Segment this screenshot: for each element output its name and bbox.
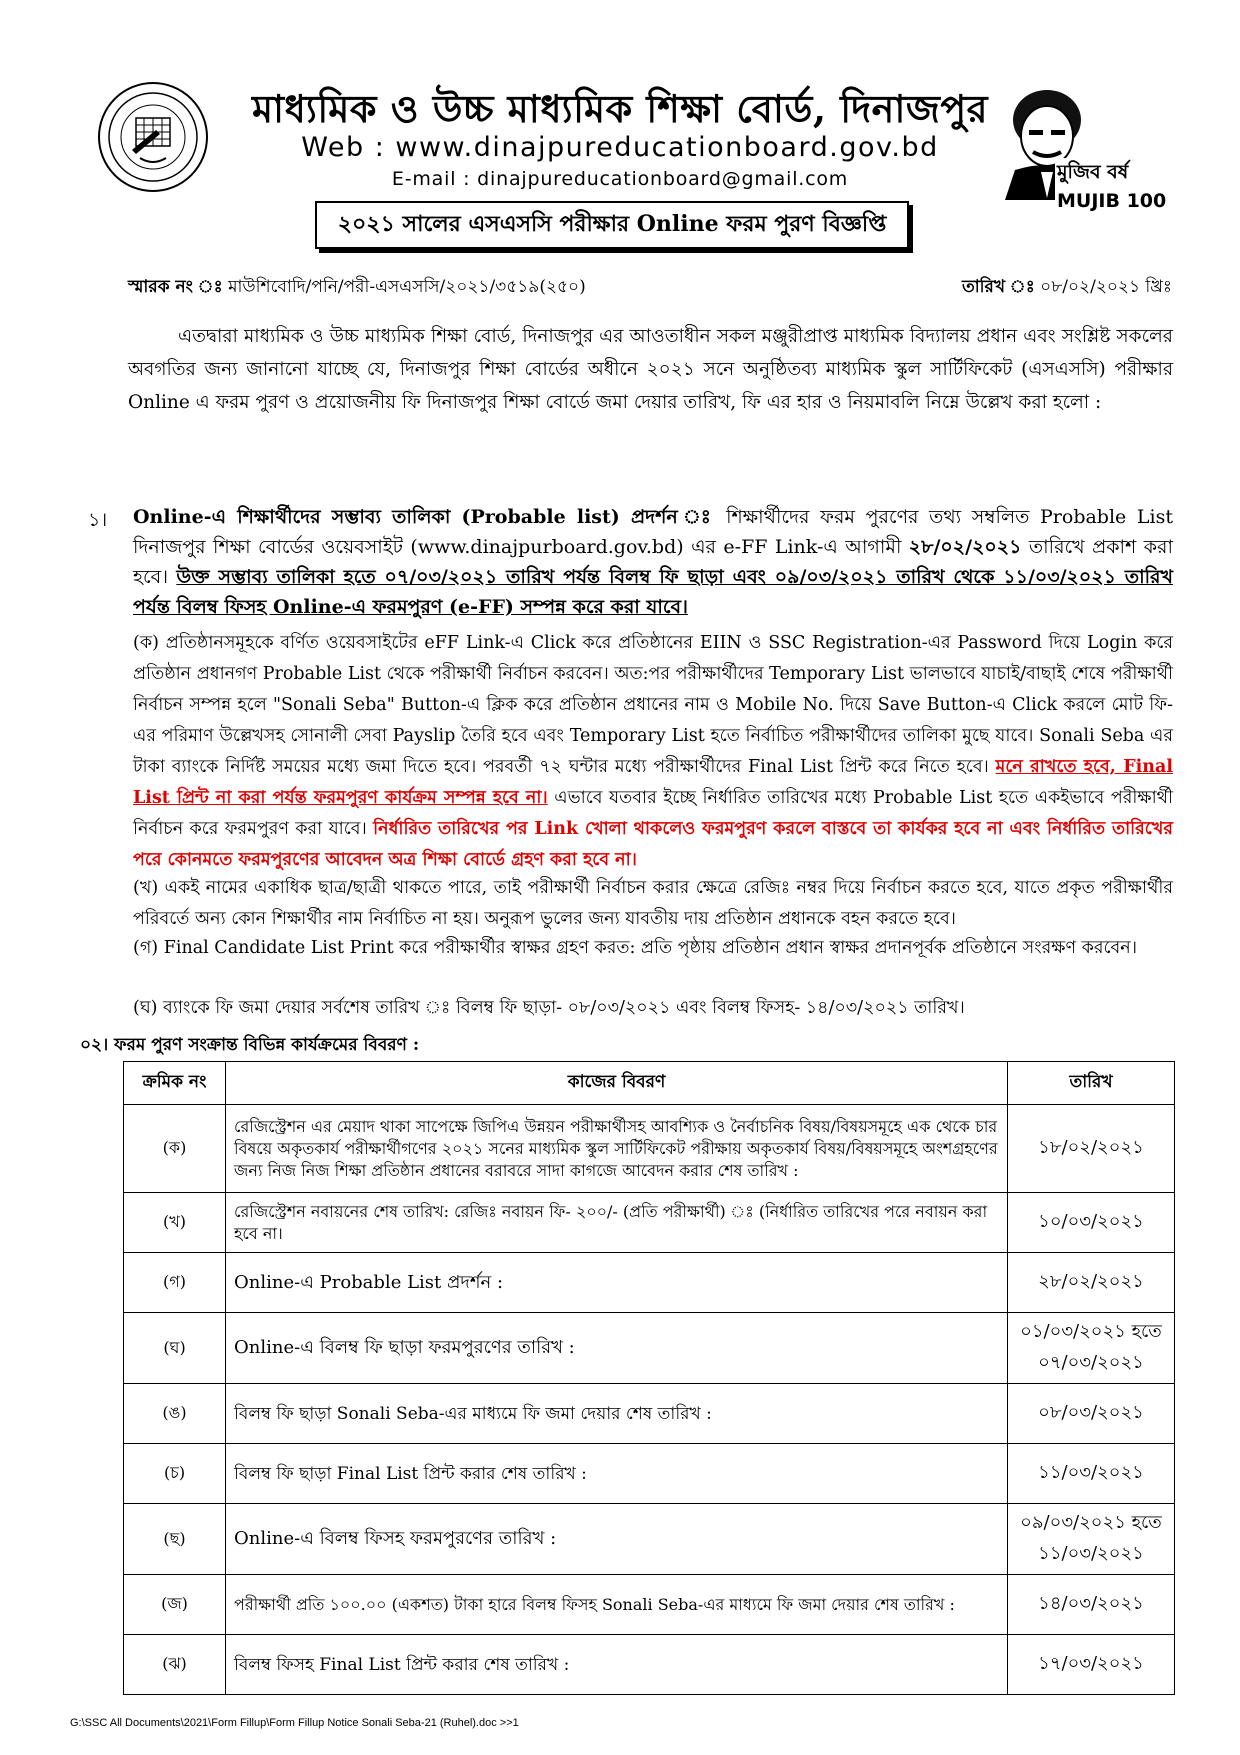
mujib-borsho-logo	[985, 80, 1175, 212]
item-1-text1: শিক্ষার্থীদের ফরম পুরণের তথ্য সম্বলিত Probable List দিনাজপুর শিক্ষা বোর্ডের ওয়েবসাইট (www.dinajpurboard.gov.bd) এর e-FF Link-এ আগামী	[133, 506, 1173, 558]
item-1-deadline: উক্ত সম্ভাব্য তালিকা হতে ০৭/০৩/২০২১ তারিখ পর্যন্ত বিলম্ব ফি ছাড়া এবং ০৯/০৩/২০২১ তারিখ থেকে ১১/০৩/২০২১ তারিখ পর্যন্ত বিলম্ব ফিসহ Online-এ ফরমপুরণ (e-FF) সম্পন্ন করে করা যাবে।	[133, 566, 1173, 618]
sub-ka-label: (ক)	[133, 633, 159, 653]
sub-kha-label: (খ)	[133, 878, 159, 898]
board-title: মাধ্যমিক ও উচ্চ মাধ্যমিক শিক্ষা বোর্ড, দিনাজপুর	[251, 86, 989, 131]
row-description: Online-এ বিলম্ব ফি ছাড়া ফরমপুরণের তারিখ :	[226, 1313, 1008, 1384]
row-date: ১৪/০৩/২০২১	[1008, 1575, 1175, 1635]
board-email: E-mail : dinajpureducationboard@gmail.com	[391, 168, 849, 190]
intro-paragraph: এতদ্বারা মাধ্যমিক ও উচ্চ মাধ্যমিক শিক্ষা বোর্ড, দিনাজপুর এর আওতাধীন সকল মঞ্জুরীপ্রাপ্ত মাধ্যমিক বিদ্যালয় প্রধান এবং সংশ্লিষ্ট সকলের অবগতির জন্য জানানো যাচ্ছে যে, দিনাজপুর শিক্ষা বোর্ডের অধীনে ২০২১ সনে অনুষ্ঠিতব্য মাধ্যমিক স্কুল সার্টিফিকেট (এসএসসি) পরীক্ষার Online এ ফরম পুরণ ও প্রয়োজনীয় ফি দিনাজপুর শিক্ষা বোর্ডে জমা দেয়ার তারিখ, ফি এর হার ও নিয়মাবলি নিম্নে উল্লেখ করা হলো :	[128, 326, 1173, 413]
notice-title	[315, 201, 909, 249]
row-description: পরীক্ষার্থী প্রতি ১০০.০০ (একশত) টাকা হারে বিলম্ব ফিসহ Sonali Seba-এর মাধ্যমে ফি জমা দেয়ার শেষ তারিখ :	[226, 1575, 1008, 1635]
ref-label: স্মারক নং ঃ	[128, 277, 223, 297]
row-serial: (ছ)	[124, 1504, 226, 1575]
col-header-serial: ক্রমিক নং	[124, 1062, 226, 1105]
sub-gha-label: (ঘ)	[133, 998, 158, 1018]
row-description: রেজিস্ট্রেশন নবায়নের শেষ তারিখ: রেজিঃ নবায়ন ফি- ২০০/- (প্রতি পরীক্ষার্থী) ঃ (নির্ধারিত তারিখের পরে নবায়ন করা হবে না।	[226, 1193, 1008, 1253]
row-serial: (ঙ)	[124, 1384, 226, 1444]
row-date: ১১/০৩/২০২১	[1008, 1444, 1175, 1504]
table-header-row	[124, 1062, 1175, 1105]
row-description: Online-এ Probable List প্রদর্শন :	[226, 1253, 1008, 1313]
row-date: ০৮/০৩/২০২১	[1008, 1384, 1175, 1444]
sub-item-gha	[133, 993, 1173, 1024]
row-date: ১৮/০২/২০২১	[1008, 1105, 1175, 1193]
sub-ga-text: Final Candidate List Print করে পরীক্ষার্থীর স্বাক্ষর গ্রহণ করত: প্রতি পৃষ্ঠায় প্রতিষ্ঠান প্রধান স্বাক্ষর প্রদানপূর্বক প্রতিষ্ঠানে সংরক্ষণ করবেন।	[163, 938, 1137, 958]
memo-reference	[128, 274, 586, 302]
row-description: Online-এ বিলম্ব ফিসহ ফরমপুরণের তারিখ :	[226, 1504, 1008, 1575]
row-date: ০৯/০৩/২০২১ হতে ১১/০৩/২০২১	[1008, 1504, 1175, 1575]
row-date: ১৭/০৩/২০২১	[1008, 1635, 1175, 1695]
table-row	[124, 1313, 1175, 1384]
table-row	[124, 1193, 1175, 1253]
sub-ga-label: (গ)	[133, 938, 159, 958]
item-1-number: ১।	[88, 509, 108, 531]
table-row	[124, 1253, 1175, 1313]
notice-title-text: ২০২১ সালের এসএসসি পরীক্ষার Online ফরম পুরণ বিজ্ঞপ্তি	[337, 210, 887, 237]
sub-item-ka	[133, 628, 1173, 876]
sub-item-ga	[133, 933, 1173, 964]
sub-ka-text2: এভাবে যতবার ইচ্ছে নির্ধারিত তারিখের মধ্যে Probable List হতে একইভাবে পরীক্ষার্থী নির্বাচন করে ফরমপুরণ করা যাবে।	[133, 788, 1173, 839]
schedule-table	[123, 1061, 1175, 1695]
board-website: Web : www.dinajpureducationboard.gov.bd	[301, 132, 939, 163]
row-date: ২৮/০২/২০২১	[1008, 1253, 1175, 1313]
row-description: বিলম্ব ফি ছাড়া Sonali Seba-এর মাধ্যমে ফি জমা দেয়ার শেষ তারিখ :	[226, 1384, 1008, 1444]
sub-ka-deadline-warning: নির্ধারিত তারিখের পর Link খোলা থাকলেও ফরমপুরণ করলে বাস্তবে তা কার্যকর হবে না এবং নির্ধারিত তারিখের পরে কোনমতে ফরমপুরণের আবেদন অত্র শিক্ষা বোর্ডে গ্রহণ করা হবে না।	[133, 819, 1173, 870]
row-date: ১০/০৩/২০২১	[1008, 1193, 1175, 1253]
table-row	[124, 1504, 1175, 1575]
row-serial: (চ)	[124, 1444, 226, 1504]
ref-value: মাউশিবোদি/পনি/পরী-এসএসসি/২০২১/৩৫১৯(২৫০)	[228, 277, 586, 297]
date-label: তারিখ ঃ	[962, 277, 1035, 297]
sub-kha-text: একই নামের একাধিক ছাত্র/ছাত্রী থাকতে পারে, তাই পরীক্ষার্থী নির্বাচন করার ক্ষেত্রে রেজিঃ নম্বর দিয়ে নির্বাচন করতে হবে, যাতে প্রকৃত পরীক্ষার্থীর পরিবর্তে অন্য কোন শিক্ষার্থীর নাম নির্বাচিত না হয়। অনুরূপ ভুলের জন্য যাবতীয় দায় প্রতিষ্ঠান প্রধানকে বহন করতে হবে।	[133, 878, 1173, 929]
table-row	[124, 1575, 1175, 1635]
row-serial: (ঘ)	[124, 1313, 226, 1384]
sub-ka-warning: মনে রাখতে হবে, Final List প্রিন্ট না করা পর্যন্ত ফরমপুরণ কার্যক্রম সম্পন্ন হবে না।	[133, 757, 1173, 808]
row-serial: (ঝ)	[124, 1635, 226, 1695]
item-1-heading: Online-এ শিক্ষার্থীদের সম্ভাব্য তালিকা (Probable list) প্রদর্শন ঃ	[133, 506, 716, 528]
section-2-heading: ০২। ফরম পুরণ সংক্রান্ত বিভিন্ন কার্যক্রমের বিবরণ :	[80, 1035, 420, 1055]
document-footer-path: G:\SSC All Documents\2021\Form Fillup\Form Fillup Notice Sonali Seba-21 (Ruhel).doc >>1	[70, 1717, 519, 1729]
row-date: ০১/০৩/২০২১ হতে ০৭/০৩/২০২১	[1008, 1313, 1175, 1384]
item-1-date: ২৮/০২/২০২১	[908, 536, 1022, 558]
row-serial: (ক)	[124, 1105, 226, 1193]
table-row	[124, 1384, 1175, 1444]
sub-gha-text: ব্যাংকে ফি জমা দেয়ার সর্বশেষ তারিখ ঃ বিলম্ব ফি ছাড়া- ০৮/০৩/২০২১ এবং বিলম্ব ফিসহ- ১৪/০৩/২০২১ তারিখ।	[163, 998, 965, 1018]
col-header-description: কাজের বিবরণ	[226, 1062, 1008, 1105]
table-row	[124, 1444, 1175, 1504]
memo-date	[962, 274, 1172, 302]
row-description: বিলম্ব ফিসহ Final List প্রিন্ট করার শেষ তারিখ :	[226, 1635, 1008, 1695]
row-serial: (গ)	[124, 1253, 226, 1313]
row-description: রেজিস্ট্রেশন এর মেয়াদ থাকা সাপেক্ষে জিপিএ উন্নয়ন পরীক্ষার্থীসহ আবশ্যিক ও নৈর্বাচনিক বিষয়/বিষয়সমূহে এক থেকে চার বিষয়ে অকৃতকার্য পরীক্ষার্থীগণের ২০২১ সনের মাধ্যমিক স্কুল সার্টিফিকেট পরীক্ষায় অকৃতকার্য বিষয়/বিষয়সমূহে অংশগ্রহণের জন্য নিজ নিজ শিক্ষা প্রতিষ্ঠান প্রধানের বরাবরে সাদা কাগজে আবেদন করার শেষ তারিখ :	[226, 1105, 1008, 1193]
col-header-date: তারিখ	[1008, 1062, 1175, 1105]
row-serial: (জ)	[124, 1575, 226, 1635]
sub-ka-text1: প্রতিষ্ঠানসমূহকে বর্ণিত ওয়েবসাইটের eFF Link-এ Click করে প্রতিষ্ঠানের EIIN ও SSC Registration-এর Password দিয়ে Login করে প্রতিষ্ঠান প্রধানগণ Probable List থেকে পরীক্ষার্থী নির্বাচন করবেন। অত:পর পরীক্ষার্থীদের Temporary List ভালভাবে যাচাই/বাছাই শেষে পরীক্ষার্থী নির্বাচন সম্পন্ন হলে "Sonali Seba" Button-এ ক্লিক করে প্রতিষ্ঠান প্রধানের নাম ও Mobile No. দিয়ে Save Button-এ Click করলে মোট ফি-এর পরিমাণ উল্লেখসহ সোনালী সেবা Payslip তৈরি হবে এবং Temporary List হতে নির্বাচিত পরীক্ষার্থীদের তালিকা মুছে যাবে। Sonali Seba এর টাকা ব্যাংকে নির্দিষ্ট সময়ের মধ্যে জমা দিতে হবে। পরবর্তী ৭২ ঘন্টার মধ্যে পরীক্ষার্থীদের Final List প্রিন্ট করে নিতে হবে।	[133, 633, 1173, 777]
date-value: ০৮/০২/২০২১ খ্রিঃ	[1040, 277, 1172, 297]
item-1-text2: তারিখে প্রকাশ করা হবে।	[133, 536, 1173, 588]
table-row	[124, 1635, 1175, 1695]
row-serial: (খ)	[124, 1193, 226, 1253]
sub-item-kha	[133, 873, 1173, 935]
table-row	[124, 1105, 1175, 1193]
item-1-text	[133, 502, 1173, 622]
mujib-text: মুজিব বর্ষ MUJIB 100	[1055, 158, 1175, 212]
row-description: বিলম্ব ফি ছাড়া Final List প্রিন্ট করার শেষ তারিখ :	[226, 1444, 1008, 1504]
board-logo	[96, 80, 211, 195]
